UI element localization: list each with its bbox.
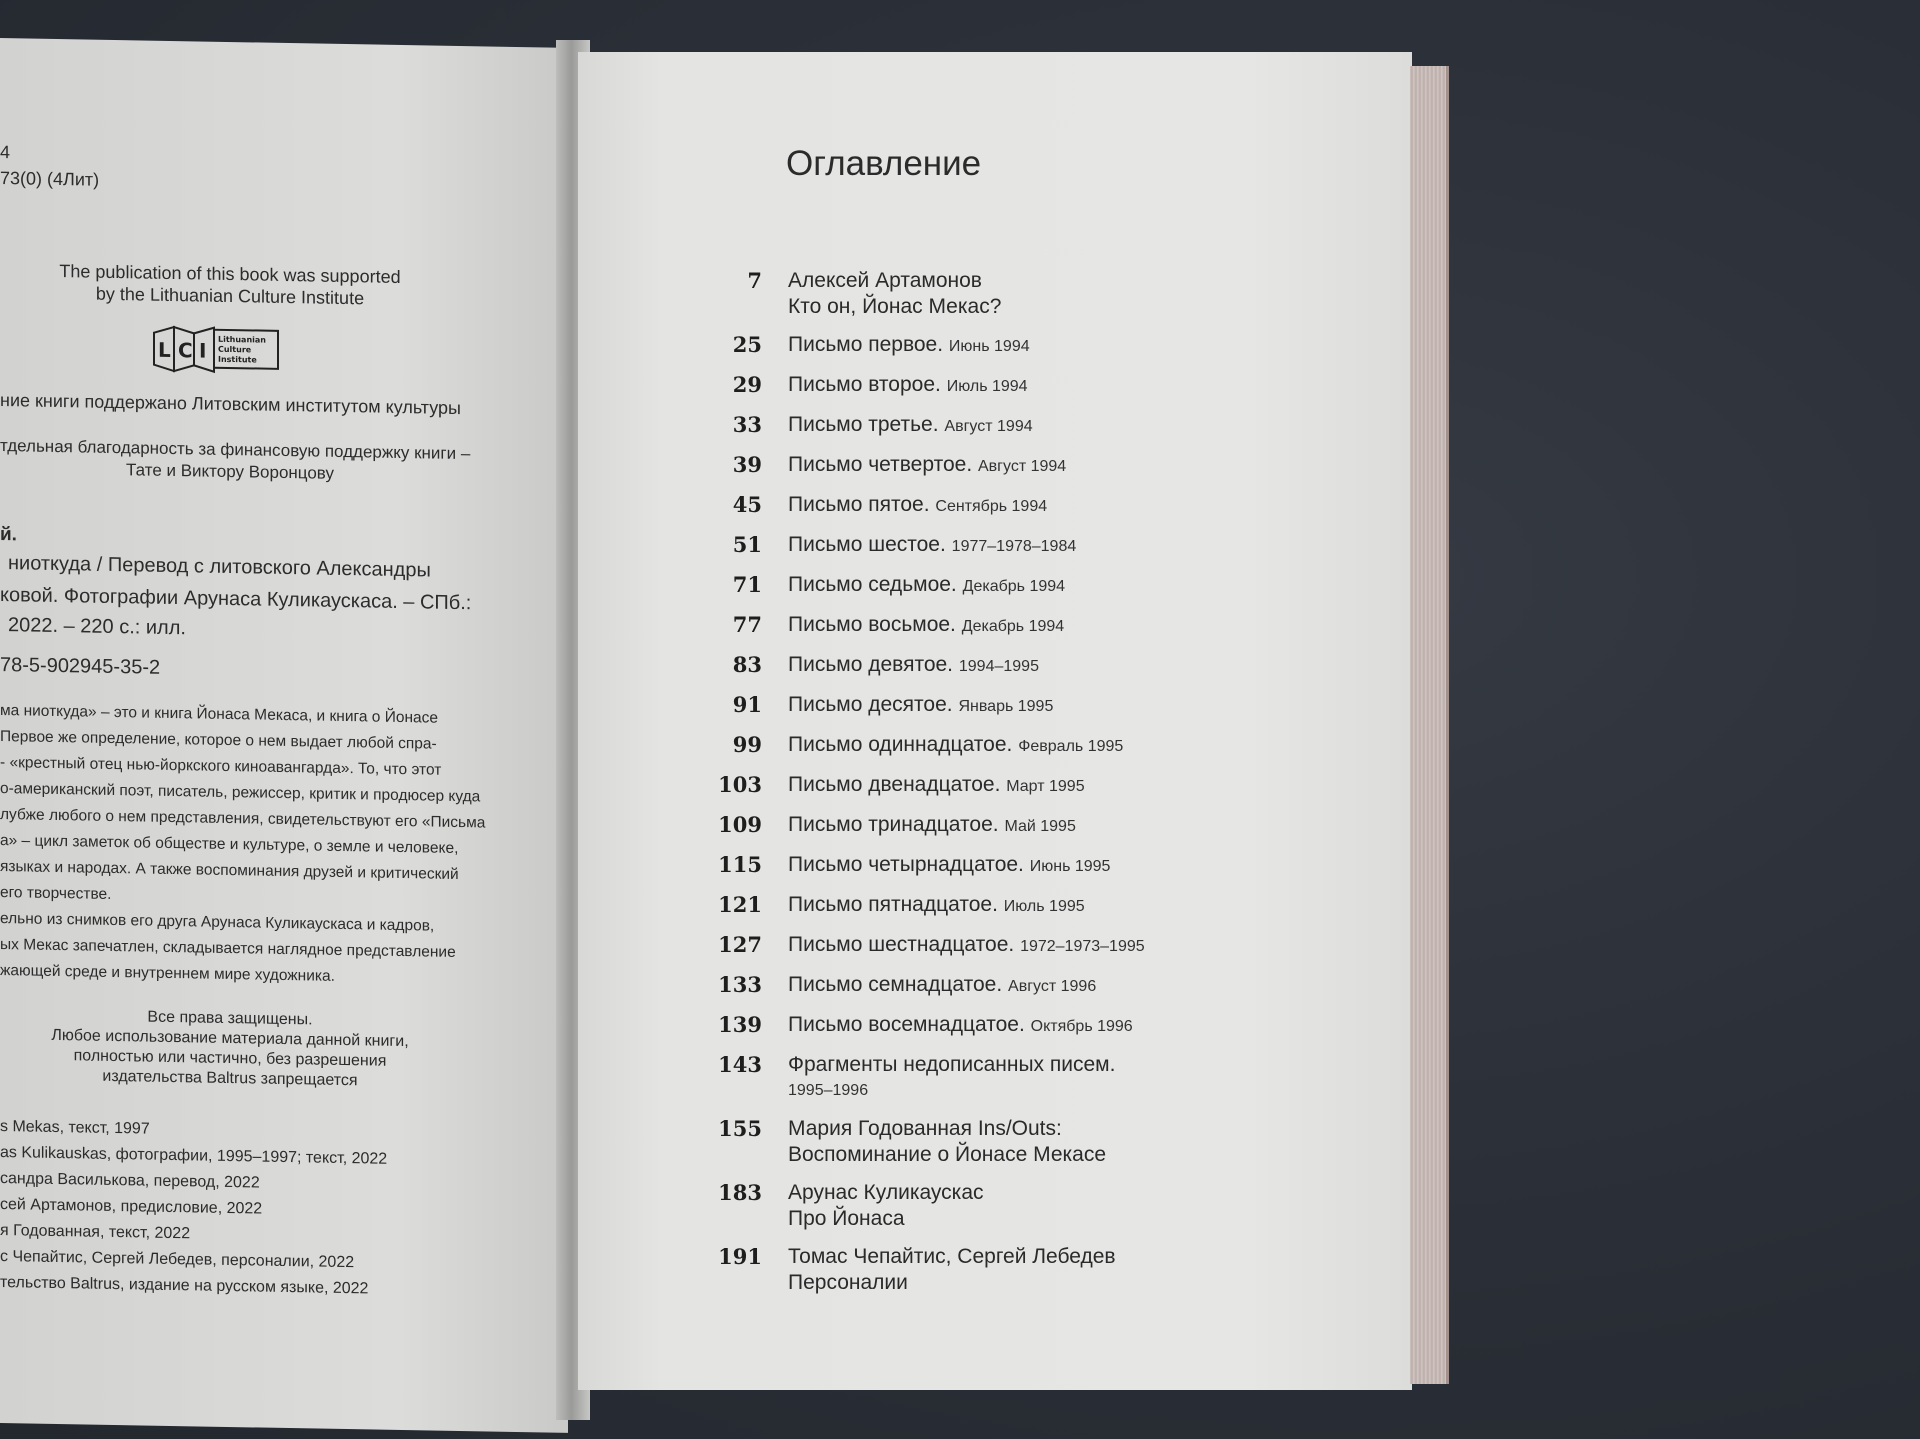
toc-page-number: 127: [718, 932, 762, 957]
annotation-line: ельно из снимков его друга Арунаса Куликаускаса и кадров,: [0, 910, 435, 935]
toc-entry-title: Письмо второе.: [788, 373, 941, 396]
toc-page-number: 25: [732, 332, 762, 357]
toc-page-number: 183: [718, 1180, 762, 1205]
annotation-line: ма ниоткуда» – это и книга Йонаса Мекаса, и книга о Йонасе: [0, 702, 439, 727]
toc-entry-date: Июнь 1995: [1029, 858, 1111, 875]
toc-page-number: 121: [718, 892, 762, 917]
toc-page-number: 45: [732, 492, 762, 517]
annotation-line: его творчестве.: [0, 884, 112, 903]
annotation-line: ых Мекас запечатлен, складывается наглядное представление: [0, 936, 456, 961]
annotation-line: жающей среде и внутреннем мире художника.: [0, 962, 335, 985]
svg-text:L: L: [158, 337, 171, 362]
toc-page-number: 191: [718, 1244, 762, 1269]
annotation-line: языках и народах. А также воспоминания друзей и критический: [0, 858, 459, 884]
biblio-line-1: ниоткуда / Перевод с литовского Александры: [8, 552, 431, 582]
thanks-line-1: тдельная благодарность за финансовую поддержку книги –: [0, 436, 471, 464]
toc-entry-date: Август 1994: [944, 418, 1033, 435]
toc-entry: [698, 492, 1258, 520]
toc-entry-title: Письмо восемнадцатое.: [788, 1013, 1025, 1036]
svg-text:I: I: [199, 338, 207, 363]
rights-line: издательства Baltrus запрещается: [102, 1067, 358, 1090]
annotation-line: Первое же определение, которое о нем выдает любой спра-: [0, 728, 437, 753]
toc-entry-title: Письмо четвертое.: [788, 453, 973, 476]
copyright-line: с Чепайтис, Сергей Лебедев, персоналии, 2022: [0, 1248, 355, 1272]
toc-entry: [698, 652, 1258, 680]
toc-entry-title: Алексей Артамонов: [788, 269, 982, 292]
toc-entry: [698, 412, 1258, 440]
toc-page-number: 51: [732, 532, 762, 557]
lci-logo: [152, 325, 282, 380]
toc-entry: [698, 572, 1258, 600]
annotation-line: о-американский поэт, писатель, режиссер, критик и продюсер куда: [0, 780, 481, 806]
toc-entry-subtitle: Про Йонаса: [788, 1207, 905, 1230]
toc-entry: [698, 1052, 1258, 1104]
toc-entry: [698, 932, 1258, 960]
toc-entry-title: Письмо третье.: [788, 413, 939, 436]
author-heading: й.: [0, 524, 17, 546]
toc-title: Оглавление: [786, 144, 982, 183]
toc-entry-title: Письмо шестое.: [788, 533, 946, 556]
toc-page-number: 115: [718, 852, 762, 877]
toc-entry: [698, 892, 1258, 920]
toc-entry-subtitle: Кто он, Йонас Мекас?: [788, 295, 1002, 318]
left-page-imprint: [0, 38, 568, 1433]
copyright-line: сей Артамонов, предисловие, 2022: [0, 1196, 263, 1218]
toc-entry-title: Письмо семнадцатое.: [788, 973, 1003, 996]
copyright-line: сандра Василькова, перевод, 2022: [0, 1170, 260, 1192]
toc-entry-date: Июнь 1994: [948, 338, 1030, 355]
toc-entry-title: Арунас Куликаускас: [788, 1181, 984, 1204]
toc-entry-subtitle: Персоналии: [788, 1271, 908, 1294]
toc-entry-title: Фрагменты недописанных писем.: [788, 1053, 1116, 1076]
toc-entry-subtitle: Воспоминание о Йонасе Мекасе: [788, 1143, 1107, 1166]
toc-entry-date: Июль 1994: [946, 378, 1028, 395]
toc-page-number: 139: [718, 1012, 762, 1037]
toc-entry: [698, 372, 1258, 400]
toc-entry-title: Письмо двенадцатое.: [788, 773, 1001, 796]
toc-entry-title: Письмо седьмое.: [788, 573, 957, 596]
biblio-line-2: ковой. Фотографии Арунаса Куликаускаса. – СПб.:: [0, 584, 472, 615]
copyright-line: тельство Baltrus, издание на русском языке, 2022: [0, 1274, 369, 1298]
udk-code: 4: [0, 142, 11, 163]
right-page-contents: [578, 52, 1412, 1390]
toc-entry-title: Письмо первое.: [788, 333, 944, 356]
svg-text:Institute: Institute: [218, 354, 257, 365]
toc-entry-date: Сентябрь 1994: [935, 498, 1048, 515]
toc-page-number: 77: [732, 612, 762, 637]
toc-entry-date: 1995–1996: [788, 1082, 869, 1099]
toc-entry-date: Июль 1995: [1003, 898, 1085, 915]
toc-entry-date: Август 1996: [1008, 978, 1097, 995]
toc-entry-title: Письмо шестнадцатое.: [788, 933, 1015, 956]
bbk-code: 73(0) (4Лит): [0, 168, 100, 190]
toc-entry: [698, 612, 1258, 640]
toc-entry: [698, 1116, 1258, 1168]
toc-entry: [698, 532, 1258, 560]
toc-entry-date: Декабрь 1994: [962, 578, 1066, 595]
toc-page-number: 143: [718, 1052, 762, 1077]
toc-page-number: 155: [718, 1116, 762, 1141]
toc-entry: [698, 692, 1258, 720]
svg-text:C: C: [178, 338, 193, 363]
toc-entry-title: Письмо пятое.: [788, 493, 930, 516]
toc-entry-title: Томас Чепайтис, Сергей Лебедев: [788, 1245, 1116, 1268]
biblio-line-3: 2022. – 220 с.: илл.: [8, 614, 186, 640]
toc-entry-date: Февраль 1995: [1018, 738, 1124, 755]
toc-entry-date: Январь 1995: [958, 698, 1054, 715]
toc-page-number: 109: [718, 812, 762, 837]
toc-page-number: 33: [732, 412, 762, 437]
toc-entry-title: Письмо тринадцатое.: [788, 813, 999, 836]
toc-entry: [698, 972, 1258, 1000]
copyright-line: я Годованная, текст, 2022: [0, 1222, 191, 1243]
rights-line: полностью или частично, без разрешения: [73, 1047, 387, 1070]
toc-page-number: 99: [732, 732, 762, 757]
toc-entry: [698, 452, 1258, 480]
toc-entry: [698, 1180, 1258, 1232]
toc-entry-title: Письмо восьмое.: [788, 613, 956, 636]
toc-entry-date: 1994–1995: [958, 658, 1039, 675]
toc-entry: [698, 268, 1258, 320]
toc-entry-date: Декабрь 1994: [961, 618, 1065, 635]
toc-page-number: 71: [732, 572, 762, 597]
toc-page-number: 7: [747, 268, 762, 293]
isbn: 78-5-902945-35-2: [0, 654, 161, 679]
toc-entry-title: Письмо девятое.: [788, 653, 954, 676]
toc-entry-date: 1972–1973–1995: [1020, 938, 1145, 955]
toc-entry: [698, 1012, 1258, 1040]
annotation-line: лубже любого о нем представления, свидетельствуют его «Письма: [0, 806, 486, 832]
toc-page-number: 103: [718, 772, 762, 797]
toc-entry-title: Письмо пятнадцатое.: [788, 893, 998, 916]
svg-text:Culture: Culture: [218, 344, 252, 355]
thanks-line-2: Тате и Виктору Воронцову: [126, 460, 334, 483]
toc-entry-date: Октябрь 1996: [1030, 1018, 1133, 1035]
toc-page-number: 39: [732, 452, 762, 477]
toc-entry-date: Август 1994: [978, 458, 1067, 475]
rights-line: Любое использование материала данной книги,: [51, 1026, 409, 1051]
toc-entry: [698, 732, 1258, 760]
toc-page-number: 91: [732, 692, 762, 717]
toc-entry: [698, 1244, 1258, 1296]
toc-entry-title: Письмо десятое.: [788, 693, 953, 716]
annotation-line: - «крестный отец нью-йоркского киноавангарда». То, что этот: [0, 754, 442, 779]
toc-entry: [698, 332, 1258, 360]
toc-page-number: 29: [732, 372, 762, 397]
annotation-line: а» – цикл заметок об обществе и культуре, о земле и человеке,: [0, 832, 459, 858]
rights-line: Все права защищены.: [147, 1008, 313, 1029]
toc-list: [698, 268, 1258, 1308]
toc-entry-date: Май 1995: [1004, 818, 1076, 835]
toc-page-number: 133: [718, 972, 762, 997]
toc-entry-title: Письмо одиннадцатое.: [788, 733, 1013, 756]
toc-entry-title: Мария Годованная Ins/Outs:: [788, 1117, 1062, 1140]
support-en-line-1: The publication of this book was supported: [59, 261, 401, 287]
toc-entry-title: Письмо четырнадцатое.: [788, 853, 1024, 876]
toc-entry-date: 1977–1978–1984: [951, 538, 1077, 555]
toc-entry-date: Март 1995: [1006, 778, 1085, 795]
support-en-line-2: by the Lithuanian Culture Institute: [95, 283, 365, 309]
toc-entry: [698, 852, 1258, 880]
toc-entry: [698, 812, 1258, 840]
copyright-line: s Mekas, текст, 1997: [0, 1118, 150, 1138]
page-block-edge: [1410, 66, 1449, 1384]
svg-text:Lithuanian: Lithuanian: [218, 334, 266, 345]
copyright-line: as Kulikauskas, фотографии, 1995–1997; текст, 2022: [0, 1144, 388, 1168]
support-ru: ние книги поддержано Литовским институтом культуры: [0, 390, 461, 419]
toc-entry: [698, 772, 1258, 800]
toc-page-number: 83: [732, 652, 762, 677]
